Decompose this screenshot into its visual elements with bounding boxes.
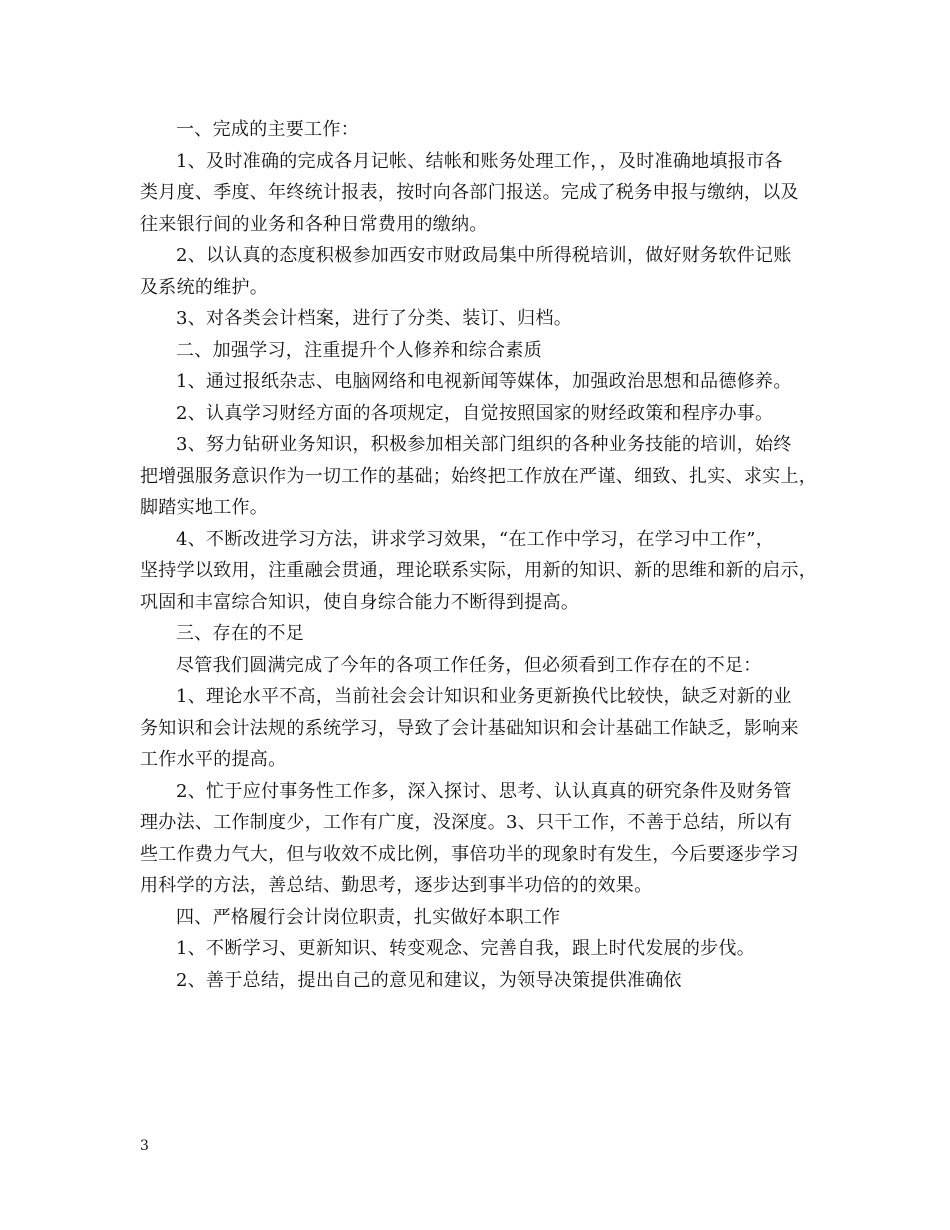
text-line: 坚持学以致用，注重融会贯通，理论联系实际，用新的知识、新的思维和新的启示， bbox=[140, 560, 818, 581]
text-line: 3、对各类会计档案，进行了分类、装订、归档。 bbox=[176, 308, 573, 329]
text-line: 二、加强学习，注重提升个人修养和综合素质 bbox=[176, 339, 542, 361]
text-line: 用科学的方法，善总结、勤思考，逐步达到事半功倍的的效果。 bbox=[140, 875, 653, 896]
text-line: 1、及时准确的完成各月记帐、结帐和账务处理工作，，及时准确地填报市各 bbox=[176, 150, 783, 172]
text-line: 务知识和会计法规的系统学习，导致了会计基础知识和会计基础工作缺乏，影响来 bbox=[140, 717, 799, 739]
text-line: 及系统的维护。 bbox=[140, 276, 269, 298]
text-line: 2、以认真的态度积极参加西安市财政局集中所得税培训，做好财务软件记账 bbox=[176, 245, 792, 266]
text-line: 把增强服务意识作为一切工作的基础；始终把工作放在严谨、细致、扎实、求实上， bbox=[140, 465, 818, 487]
text-line: 往来银行间的业务和各种日常费用的缴纳。 bbox=[140, 213, 488, 235]
text-line: 理办法、工作制度少，工作有广度，没深度。3、只干工作，不善于总结，所以有 bbox=[140, 812, 793, 833]
text-line: 巩固和丰富综合知识，使自身综合能力不断得到提高。 bbox=[140, 591, 580, 613]
document-body bbox=[140, 114, 830, 996]
text-line: 2、忙于应付事务性工作多，深入探讨、思考、认认真真的研究条件及财务管 bbox=[176, 780, 792, 802]
text-line: 2、善于总结，提出自己的意见和建议，为领导决策提供准确依 bbox=[176, 969, 682, 991]
text-line: 工作水平的提高。 bbox=[140, 749, 287, 770]
page-number: 3 bbox=[140, 1138, 149, 1154]
text-line: 1、理论水平不高，当前社会会计知识和业务更新换代比较快，缺乏对新的业 bbox=[176, 686, 792, 707]
text-line: 脚踏实地工作。 bbox=[140, 497, 269, 518]
text-line: 三、存在的不足 bbox=[176, 623, 305, 644]
text-line: 尽管我们圆满完成了今年的各项工作任务，但必须看到工作存在的不足： bbox=[176, 654, 762, 676]
text-line: 类月度、季度、年终统计报表，按时向各部门报送。完成了税务申报与缴纳，以及 bbox=[140, 182, 799, 203]
text-line: 1、通过报纸杂志、电脑网络和电视新闻等媒体，加强政治思想和品德修养。 bbox=[176, 371, 792, 392]
text-line: 2、认真学习财经方面的各项规定，自觉按照国家的财经政策和程序办事。 bbox=[176, 402, 774, 424]
text-line: 一、完成的主要工作： bbox=[176, 119, 359, 140]
text-line: 1、不断学习、更新知识、转变观念、完善自我，跟上时代发展的步伐。 bbox=[176, 938, 756, 959]
text-line: 些工作费力气大，但与收效不成比例，事倍功半的现象时有发生，今后要逐步学习 bbox=[140, 843, 799, 865]
text-line: 3、努力钻研业务知识，积极参加相关部门组织的各种业务技能的培训，始终 bbox=[176, 434, 792, 455]
text-line: 四、严格履行会计岗位职责，扎实做好本职工作 bbox=[176, 906, 561, 928]
text-line: 4、不断改进学习方法，讲求学习效果，“在工作中学习，在学习中工作”， bbox=[176, 528, 775, 550]
